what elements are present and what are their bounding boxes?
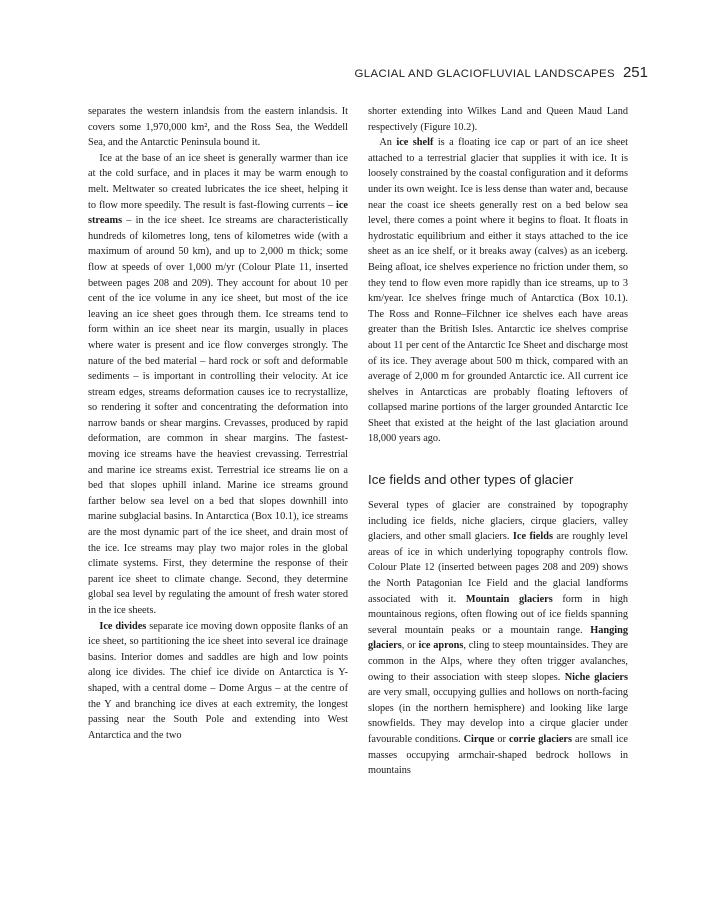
paragraph-text: are very small, occupying gullies and hollows on north-facing slopes (in the northern hemisphere) and looking like large snowfields. They may develop into a cirque glacier under favourable conditions.: [368, 687, 628, 745]
key-term: corrie glaciers: [508, 733, 573, 745]
paragraph-text: or: [494, 733, 509, 745]
paragraph-text: , cling to steep mountainsides. They are common in the Alps, where they often trigger avalanches, owing to their association with steep slopes.: [368, 640, 628, 683]
right-column: [368, 104, 628, 779]
key-term: Ice divides: [99, 620, 147, 632]
running-title: GLACIAL AND GLACIOFLUVIAL LANDSCAPES: [354, 68, 615, 80]
paragraph-text: Several types of glacier are constrained by topography including ice fields, niche glaciers, cirque glaciers, valley glaciers, and other small glaciers.: [368, 500, 628, 543]
paragraph-text: , or: [401, 640, 419, 652]
paragraph-text: form in high mountainous regions, often flowing out of ice fields spanning several mountain peaks or a mountain range.: [368, 593, 629, 636]
paragraph: [88, 104, 348, 151]
key-term: Niche glaciers: [564, 671, 628, 683]
paragraph-text: are small ice masses occupying armchair-shaped bedrock hollows in mountains: [368, 733, 628, 777]
key-term: Hanging glaciers: [368, 624, 628, 652]
running-header: [355, 64, 648, 81]
page-number: 251: [622, 64, 648, 81]
paragraph-text: are roughly level areas of ice in which underlying topography controls flow. Colour Plate 12 (inserted between pages 208 and 209) shows the North Patagonian Ice Field and the glacial landforms associated with it.: [368, 531, 628, 605]
paragraph-text: separates the western inlandsis from the eastern inlandsis. It covers some 1,970,000 km², and the Ross Sea, the Weddell Sea, and the Antarctic Peninsula bound it.: [88, 106, 348, 149]
paragraph-text: is a floating ice cap or part of an ice sheet attached to a terrestrial glacier that supplies it with ice. It is loosely constrained by the coastal configuration and it deforms under its own weight. Ice is less dense than water and, because near the coast ice sheets generally rest on a bed below sea level, there comes a point where it begins to float. It floats in hydrostatic equilibrium and either it stays attached to the ice sheet as an ice shelf, or it breaks away (calves) as an iceberg. Being afloat, ice shelves experience no friction under them, so they tend to flow even more rapidly than ice streams, up to 3 km/year. Ice shelves fringe much of Antarctica (Box 10.1). The Ross and Ronne–Filchner ice shelves each have areas greater than the British Isles. Antarctic ice shelves comprise about 11 per cent of the Antarctic Ice Sheet and discharge most of its ice. They average about 500 m thick, compared with an average of 2,000 m for grounded Antarctic ice. All current ice shelves in Antarcticas are probably floating leftovers of collapsed marine portions of the larger grounded Antarctic Ice Sheet that existed at the height of the last glaciation around 18,000 years ago.: [368, 137, 628, 445]
key-term: Cirque: [463, 733, 495, 745]
paragraph-text: – in the ice sheet. Ice streams are characteristically hundreds of kilometres long, tens of kilometres wide (with a maximum of around 50 km), and up to 2,000 m thick; some flow at speeds of over 1,000 m/yr (Colour Plate 11, inserted between pages 208 and 209). They account for about 10 per cent of the ice volume in any ice sheet, but most of the ice leaving an ice sheet goes through them. Ice streams tend to form within an ice sheet near its margin, usually in places where water is present and ice flow converges strongly. The nature of the bed material – hard rock or soft and deformable sediments – is important in controlling their velocity. At ice stream edges, streams deformation causes ice to recrystallize, so rendering it softer and concentrating the deformation into narrow bands or shear margins. Crevasses, produced by rapid deformation, are common in shear margins. The fastest-moving ice streams have the heaviest crevassing. Terrestrial and marine ice streams exist. Terrestrial ice streams lie on a bed that slopes uphill inland. Marine ice streams ground farther below sea level on a bed that slopes downhill into marine subglacial basins. In Antarctica (Box 10.1), ice streams are the most dynamic part of the ice sheet, and drain most of the ice. Ice streams may play two major roles in the global climate systems. First, they determine the response of their parent ice sheet to climate change. Second, they determine global sea level by regulating the amount of fresh water stored in the ice sheets.: [88, 215, 348, 616]
paragraph-text: Ice at the base of an ice sheet is generally warmer than ice at the cold surface, and in places it may be warm enough to melt. Meltwater so created lubricates the ice sheet, helping it to flow more speedily. The result is fast-flowing currents –: [88, 152, 348, 211]
key-term: ice streams: [88, 199, 348, 227]
left-column: [88, 104, 348, 743]
paragraph-text: An: [379, 137, 397, 149]
key-term: Ice fields: [512, 531, 553, 543]
key-term: ice aprons: [418, 640, 464, 652]
key-term: Mountain glaciers: [465, 593, 553, 605]
paragraph-ice-streams: [88, 151, 348, 619]
paragraph-ice-fields: [368, 498, 628, 779]
key-term: ice shelf: [396, 137, 434, 149]
paragraph-ice-divides: [88, 619, 348, 744]
paragraph-text: shorter extending into Wilkes Land and Queen Maud Land respectively (Figure 10.2).: [368, 106, 628, 133]
paragraph-ice-shelf: [368, 135, 628, 447]
paragraph-text: separate ice moving down opposite flanks of an ice sheet, so partitioning the ice sheet into several ice drainage basins. Interior domes and saddles are high and low points along ice divides. The chief ice divide on Antarctica is Y-shaped, with a central dome – Dome Argus – at the centre of the Y and branching ice dives at each extremity, the longest passing near the South Pole and extending into West Antarctica and the two: [88, 620, 348, 741]
section-heading: Ice fields and other types of glacier: [368, 472, 574, 488]
paragraph: [368, 104, 628, 135]
